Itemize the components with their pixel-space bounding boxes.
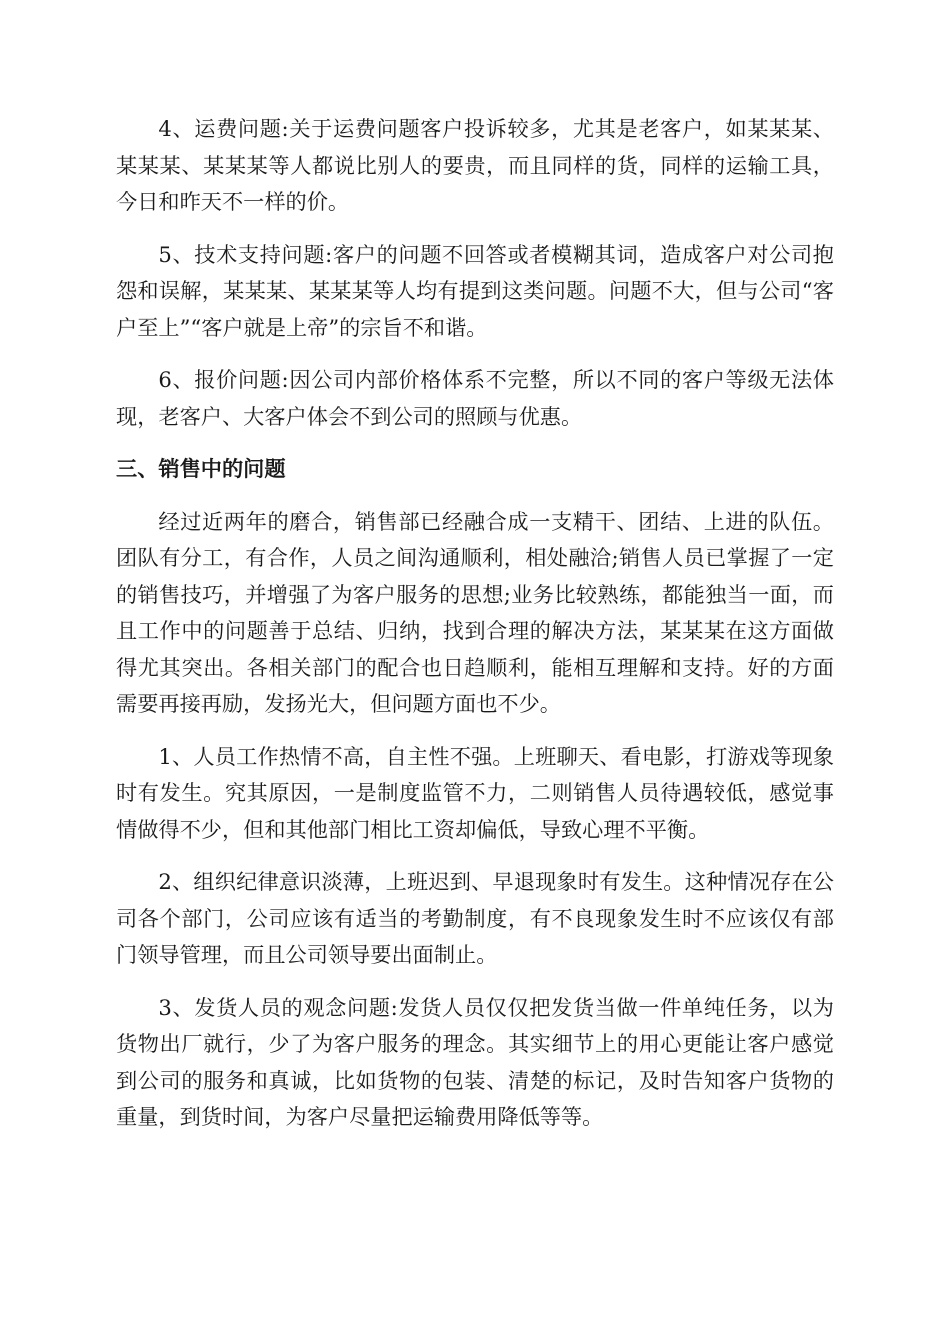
paragraph-sales-team-overview: 经过近两年的磨合，销售部已经融合成一支精干、团结、上进的队伍。团队有分工，有合作，人员之间沟通顺利，相处融洽;销售人员已掌握了一定的销售技巧，并增强了为客户服务的思想;业务比较熟练，都能独当一面，而且工作中的问题善于总结、归纳，找到合理的解决方法，某某某在这方面做得尤其突出。各相关部门的配合也日趋顺利，能相互理解和支持。好的方面需要再接再励，发扬光大，但问题方面也不少。 [116, 508, 834, 716]
document-page [116, 111, 834, 1152]
paragraph-quotation-issue: 6、报价问题:因公司内部价格体系不完整，所以不同的客户等级无法体现，老客户、大客户体会不到公司的照顾与优惠。 [116, 367, 834, 429]
paragraph-staff-enthusiasm: 1、人员工作热情不高，自主性不强。上班聊天、看电影，打游戏等现象时有发生。究其原因，一是制度监管不力，二则销售人员待遇较低，感觉事情做得不少，但和其他部门相比工资却偏低，导致心理不平衡。 [116, 743, 834, 842]
paragraph-tech-support-issue: 5、技术支持问题:客户的问题不回答或者模糊其词，造成客户对公司抱怨和误解，某某某、某某某等人均有提到这类问题。问题不大，但与公司“客户至上”“客户就是上帝”的宗旨不和谐。 [116, 241, 834, 340]
section-heading-sales-issues: 三、销售中的问题 [116, 456, 286, 481]
paragraph-freight-issue: 4、运费问题:关于运费问题客户投诉较多，尤其是老客户，如某某某、某某某、某某某等人都说比别人的要贵，而且同样的货，同样的运输工具，今日和昨天不一样的价。 [116, 116, 834, 214]
paragraph-shipping-staff: 3、发货人员的观念问题:发货人员仅仅把发货当做一件单纯任务，以为货物出厂就行，少了为客户服务的理念。其实细节上的用心更能让客户感觉到公司的服务和真诚，比如货物的包装、清楚的标记，及时告知客户货物的重量，到货时间，为客户尽量把运输费用降低等等。 [116, 994, 834, 1129]
paragraph-discipline: 2、组织纪律意识淡薄，上班迟到、早退现象时有发生。这种情况存在公司各个部门，公司应该有适当的考勤制度，有不良现象发生时不应该仅有部门领导管理，而且公司领导要出面制止。 [116, 869, 834, 967]
